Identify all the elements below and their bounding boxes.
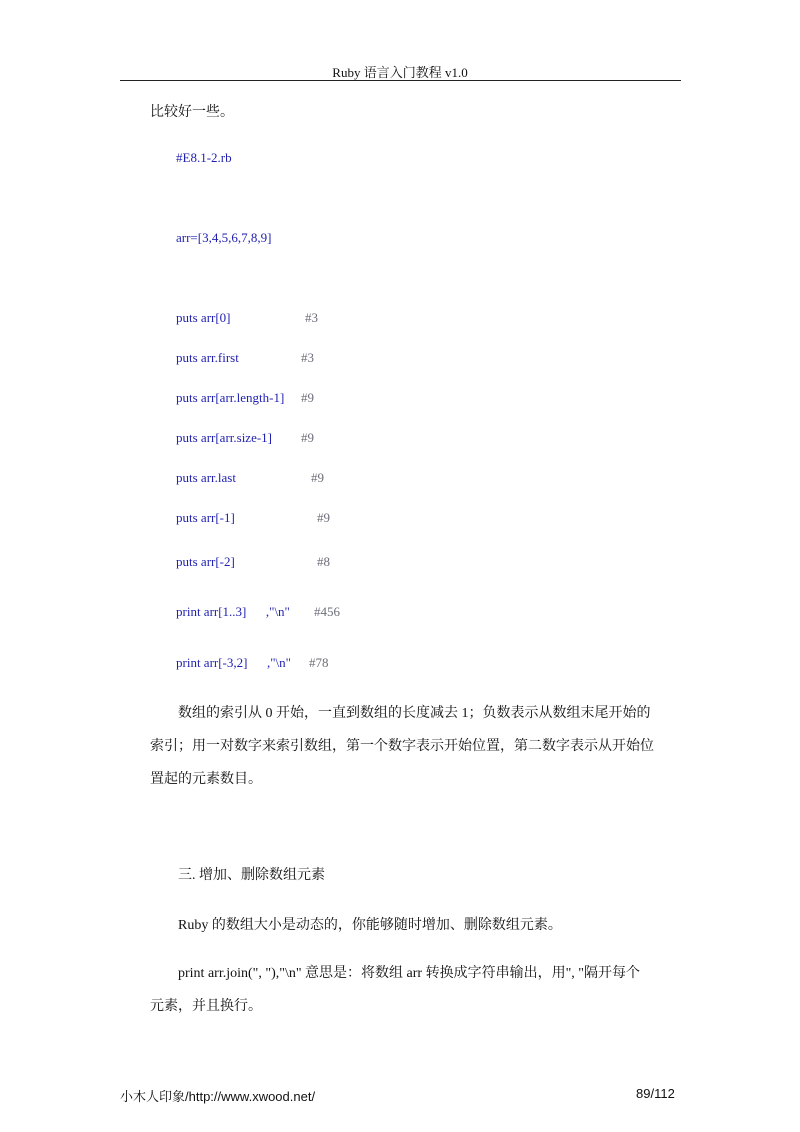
code-line: print arr[1..3] ,"\n" [176, 604, 290, 619]
code-comment: #9 [301, 390, 314, 405]
explanation-paragraph [150, 697, 660, 796]
code-comment: #9 [311, 470, 324, 485]
code-line: puts arr[arr.size-1] [176, 430, 273, 445]
code-array-assign: arr=[3,4,5,6,7,8,9] [176, 230, 272, 245]
code-line: puts arr.last [176, 470, 236, 485]
join-paragraph [150, 957, 660, 1023]
code-comment: #3 [301, 350, 314, 365]
page-header: Ruby 语言入门教程 v1.0 [332, 65, 468, 80]
footer-site: 小木人印象/http://www.xwood.net/ [120, 1089, 316, 1104]
code-comment: #9 [301, 430, 314, 445]
section-heading: 三. 增加、删除数组元素 [178, 868, 325, 883]
explanation-line: 数组的索引从 0 开始，一直到数组的长度减去 1；负数表示从数组末尾开始的 [178, 706, 651, 721]
code-filename: #E8.1-2.rb [176, 150, 232, 165]
section-text: Ruby 的数组大小是动态的，你能够随时增加、删除数组元素。 [178, 918, 562, 933]
explanation-line: 索引；用一对数字来索引数组，第一个数字表示开始位置，第二数字表示从开始位 [150, 739, 654, 754]
code-line: puts arr.first [176, 350, 239, 365]
code-line: puts arr[arr.length-1] [176, 390, 285, 405]
code-comment: #78 [309, 655, 329, 670]
code-line: puts arr[-1] [176, 510, 235, 525]
join-line: 元素，并且换行。 [150, 999, 262, 1014]
explanation-line: 置起的元素数目。 [150, 772, 262, 787]
intro-text: 比较好一些。 [150, 105, 234, 120]
code-line: print arr[-3,2] ,"\n" [176, 655, 291, 670]
header-divider [120, 80, 681, 81]
join-line: print arr.join(", "),"\n" 意思是：将数组 arr 转换成字符串输出，用", "隔开每个 [178, 966, 641, 981]
code-line: puts arr[0] [176, 310, 231, 325]
code-comment: #3 [305, 310, 318, 325]
footer-page-number: 89/112 [636, 1086, 675, 1101]
code-comment: #456 [314, 604, 340, 619]
code-comment: #8 [317, 554, 330, 569]
code-comment: #9 [317, 510, 330, 525]
code-line: puts arr[-2] [176, 554, 235, 569]
